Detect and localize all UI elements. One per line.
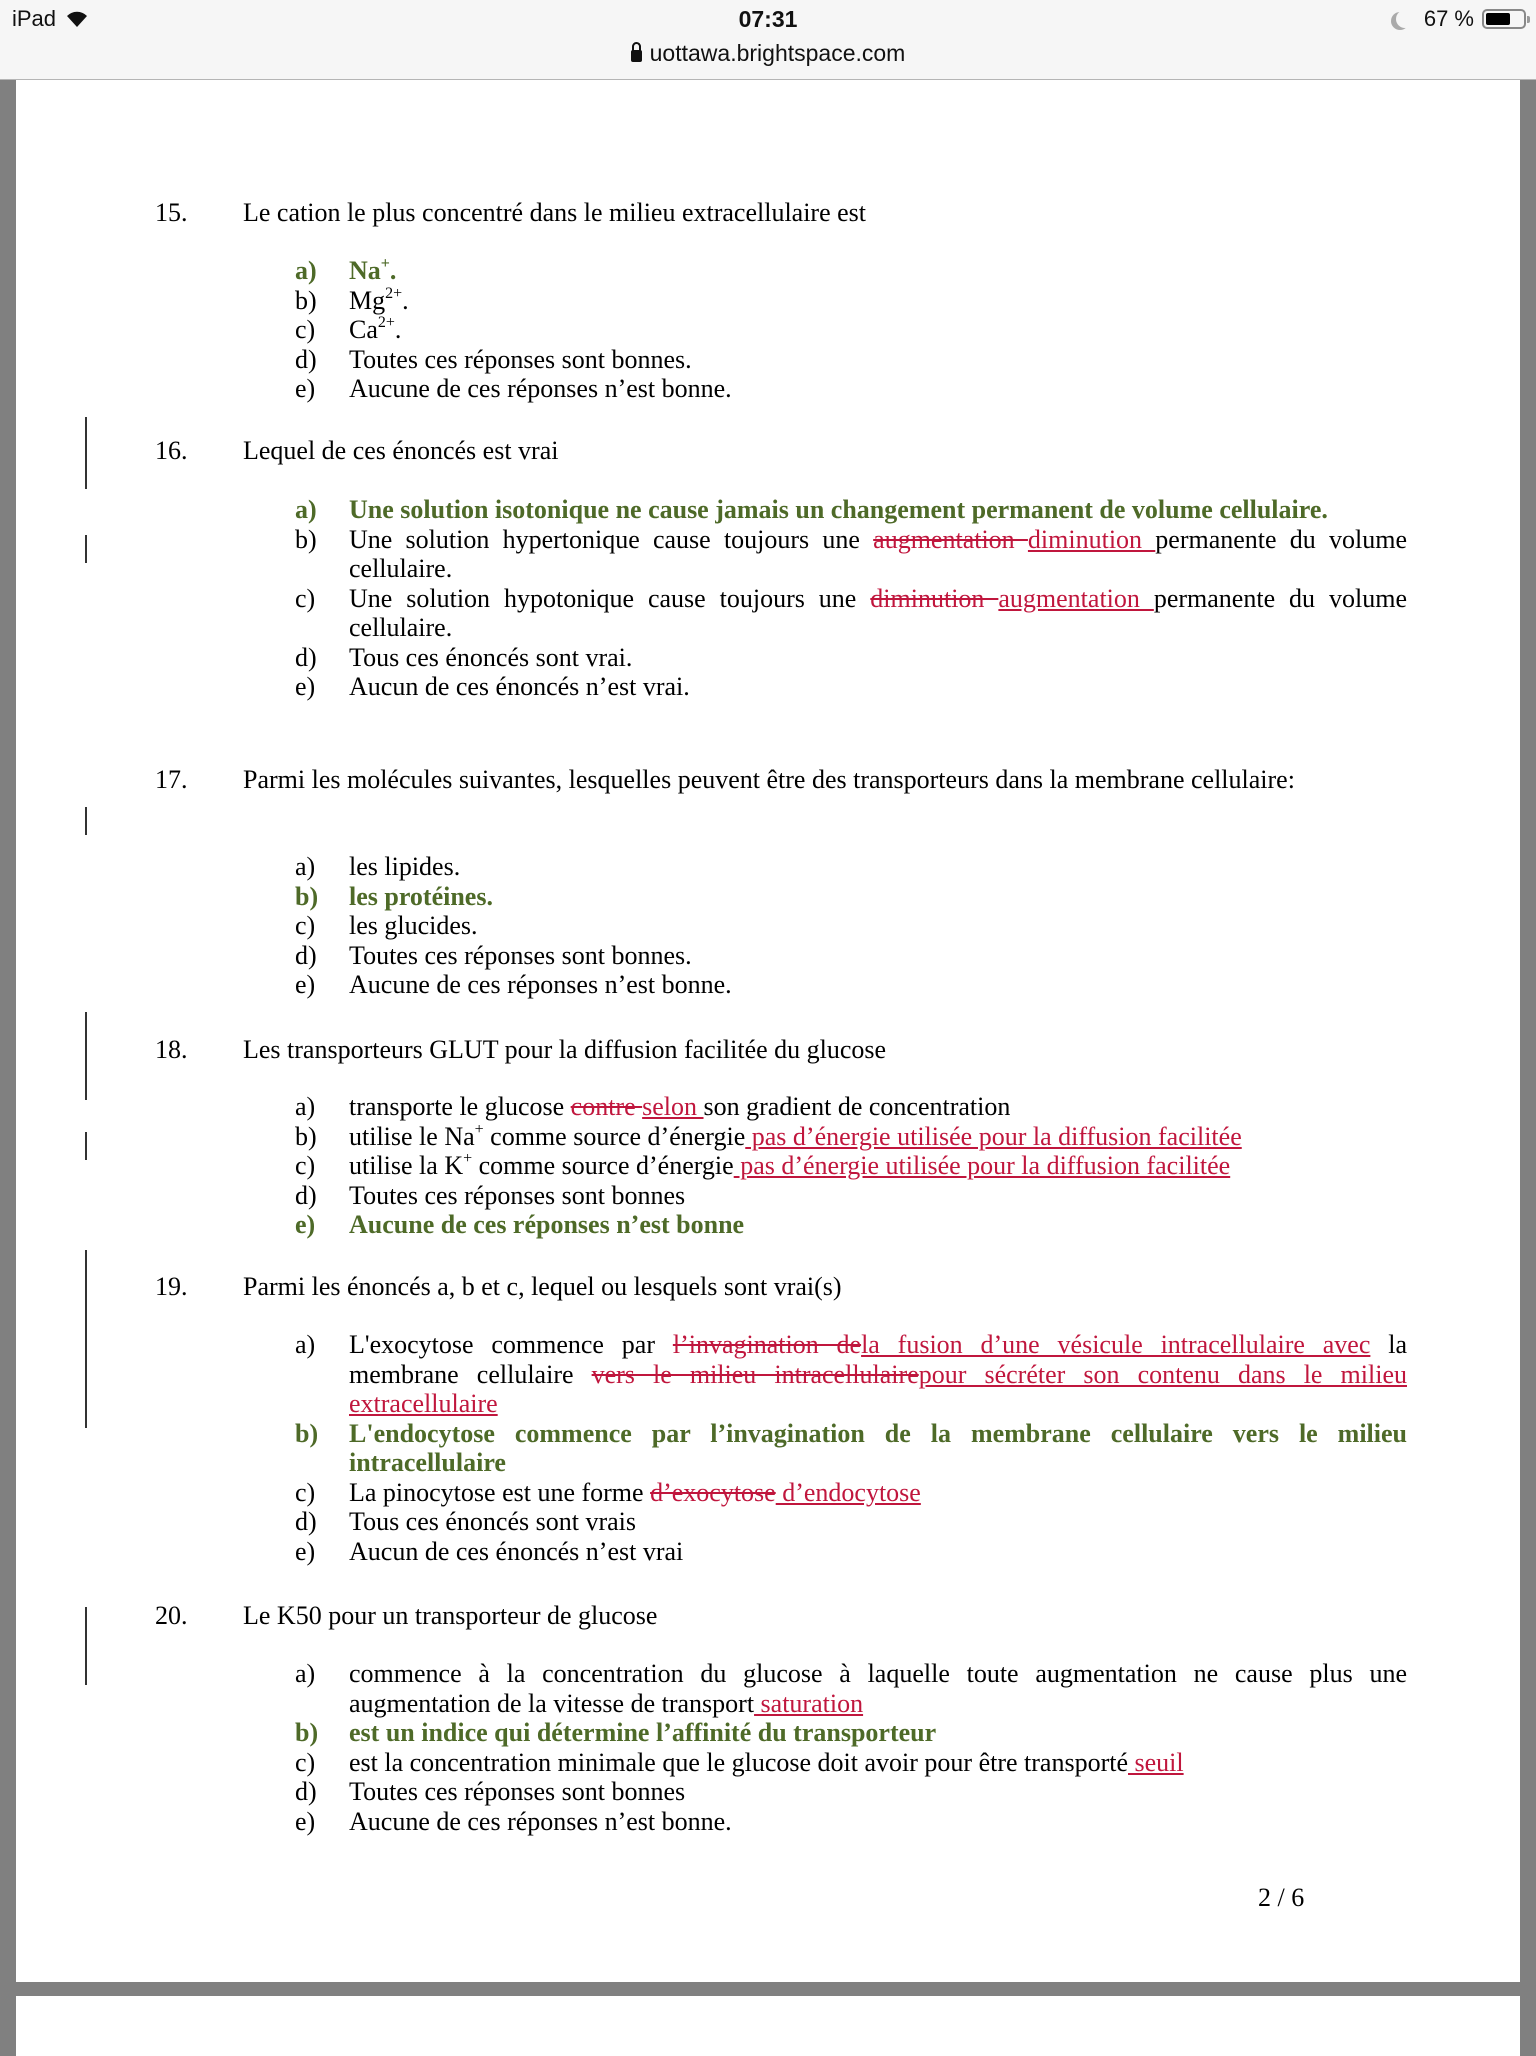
superscript-charge: + bbox=[463, 1150, 473, 1167]
document-page bbox=[16, 80, 1520, 1982]
answer-option bbox=[280, 525, 1407, 584]
option-text: Toutes ces réponses sont bonnes bbox=[349, 1777, 686, 1806]
answer-option bbox=[280, 1478, 1407, 1508]
option-text: les glucides. bbox=[349, 911, 478, 940]
option-text: Une solution isotonique ne cause jamais un changement permanent de volume cellulaire. bbox=[349, 495, 1328, 524]
answer-option bbox=[280, 1507, 1407, 1537]
option-text: les lipides. bbox=[349, 852, 461, 881]
option-label: a) bbox=[295, 1330, 316, 1359]
answer-option bbox=[280, 584, 1407, 643]
option-label: b) bbox=[295, 1718, 319, 1747]
option-label: b) bbox=[295, 1418, 319, 1448]
answer-options bbox=[280, 852, 1407, 1000]
answer-option bbox=[280, 911, 1407, 941]
superscript-charge: + bbox=[380, 255, 390, 272]
option-label: e) bbox=[295, 1536, 316, 1566]
option-text: Toutes ces réponses sont bonnes bbox=[349, 1180, 686, 1210]
option-text: Ca bbox=[349, 315, 378, 344]
battery-icon bbox=[1482, 9, 1526, 29]
answer-option bbox=[280, 345, 1407, 375]
tracked-insertion: pas d’énergie utilisée pour la diffusion facilitée bbox=[733, 1151, 1231, 1180]
do-not-disturb-moon-icon bbox=[1396, 10, 1414, 28]
option-label: b) bbox=[295, 524, 317, 554]
option-text: . bbox=[389, 256, 397, 285]
option-text: Aucune de ces réponses n’est bonne bbox=[349, 1210, 745, 1239]
option-label: c) bbox=[295, 911, 316, 940]
url-text: uottawa.brightspace.com bbox=[649, 40, 906, 66]
option-text: utilise le Na bbox=[349, 1121, 475, 1151]
change-bar bbox=[85, 1132, 87, 1160]
answer-option bbox=[280, 1659, 1407, 1718]
option-label: e) bbox=[295, 1210, 316, 1239]
answer-option bbox=[280, 1122, 1407, 1152]
answer-option bbox=[280, 852, 1407, 882]
option-text: Aucune de ces réponses n’est bonne. bbox=[349, 970, 732, 999]
tracked-insertion: diminution bbox=[1027, 524, 1156, 554]
option-text: Aucune de ces réponses n’est bonne. bbox=[349, 374, 732, 403]
change-bar bbox=[85, 417, 87, 489]
answer-option bbox=[280, 1807, 1407, 1837]
option-label: a) bbox=[295, 1092, 316, 1121]
option-text: permanente du volume cellulaire. bbox=[349, 583, 1407, 642]
answer-option bbox=[280, 1181, 1407, 1211]
option-text: comme source d’énergie bbox=[472, 1151, 734, 1180]
answer-options bbox=[280, 256, 1407, 404]
option-text: utilise la K bbox=[349, 1151, 464, 1180]
superscript-charge: 2+ bbox=[385, 284, 403, 302]
tracked-insertion: selon bbox=[642, 1092, 704, 1121]
change-bar bbox=[85, 1012, 87, 1100]
option-text: Tous ces énoncés sont vrais bbox=[349, 1507, 637, 1536]
option-text: Toutes ces réponses sont bonnes. bbox=[349, 940, 692, 970]
option-label: b) bbox=[295, 1121, 317, 1151]
option-text: Une solution hypotonique cause toujours une bbox=[349, 583, 871, 613]
status-bar bbox=[0, 0, 1536, 80]
answer-options bbox=[280, 1092, 1407, 1240]
option-text: la membrane cellulaire bbox=[349, 1330, 1407, 1389]
option-label: a) bbox=[295, 495, 317, 524]
answer-option bbox=[280, 315, 1407, 345]
option-label: e) bbox=[295, 1806, 316, 1836]
answer-options bbox=[280, 1659, 1407, 1836]
answer-options bbox=[280, 1330, 1407, 1566]
clock: 07:31 bbox=[738, 6, 798, 32]
page-number: 2 / 6 bbox=[1258, 1883, 1305, 1912]
question-stem: Parmi les molécules suivantes, lesquelles peuvent être des transporteurs dans la membrane cellulaire: bbox=[243, 765, 1295, 794]
option-text: Tous ces énoncés sont vrai. bbox=[349, 642, 633, 672]
option-label: d) bbox=[295, 1777, 317, 1806]
question-stem: Les transporteurs GLUT pour la diffusion facilitée du glucose bbox=[243, 1035, 887, 1064]
question-stem: Le cation le plus concentré dans le milieu extracellulaire est bbox=[243, 198, 867, 227]
option-text: commence à la concentration du glucose à laquelle toute augmentation ne cause plus une augmentation de la vitesse de transport bbox=[349, 1659, 1407, 1718]
option-label: e) bbox=[295, 672, 316, 701]
option-text: Na bbox=[349, 256, 381, 285]
battery-level bbox=[1486, 13, 1510, 25]
option-text: L'endocytose commence par l’invagination de la membrane cellulaire vers le milieu intracellulaire bbox=[349, 1418, 1407, 1477]
option-text: son gradient de concentration bbox=[703, 1092, 1011, 1121]
answer-option bbox=[280, 941, 1407, 971]
status-right bbox=[1392, 6, 1526, 32]
battery-percent: 67 % bbox=[1423, 6, 1474, 31]
option-text: permanente du volume cellulaire. bbox=[349, 524, 1407, 583]
answer-option-correct bbox=[280, 495, 1407, 525]
question-number: 19. bbox=[155, 1272, 188, 1301]
answer-option-correct bbox=[280, 882, 1407, 912]
tracked-deletion: l’invagination de bbox=[672, 1330, 862, 1359]
tracked-deletion: diminution bbox=[870, 583, 999, 613]
change-bar bbox=[85, 1250, 87, 1428]
tracked-deletion: augmentation bbox=[873, 524, 1028, 554]
question-number: 18. bbox=[155, 1035, 188, 1064]
option-label: a) bbox=[295, 1659, 316, 1688]
option-text: comme source d’énergie bbox=[483, 1121, 746, 1151]
option-text: est la concentration minimale que le glucose doit avoir pour être transporté bbox=[349, 1747, 1129, 1777]
option-text: Une solution hypertonique cause toujours une bbox=[349, 524, 874, 554]
option-label: a) bbox=[295, 852, 316, 881]
option-label: d) bbox=[295, 1507, 317, 1536]
question-number: 15. bbox=[155, 198, 188, 227]
tracked-insertion: saturation bbox=[754, 1688, 864, 1718]
answer-option bbox=[280, 970, 1407, 1000]
option-label: c) bbox=[295, 1477, 316, 1507]
answer-option bbox=[280, 1748, 1407, 1778]
option-label: c) bbox=[295, 583, 316, 613]
question-stem: Le K50 pour un transporteur de glucose bbox=[243, 1601, 658, 1630]
tracked-insertion: pas d’énergie utilisée pour la diffusion facilitée bbox=[745, 1121, 1242, 1151]
option-label: d) bbox=[295, 642, 317, 672]
option-text: est un indice qui détermine l’affinité du transporteur bbox=[349, 1718, 937, 1747]
option-text: Mg bbox=[349, 285, 386, 315]
answer-options bbox=[280, 495, 1407, 702]
answer-option bbox=[280, 1537, 1407, 1567]
device-name: iPad bbox=[12, 6, 57, 31]
option-label: e) bbox=[295, 374, 316, 403]
superscript-charge: + bbox=[474, 1120, 484, 1138]
question-stem: Parmi les énoncés a, b et c, lequel ou lesquels sont vrai(s) bbox=[243, 1272, 842, 1301]
option-label: c) bbox=[295, 1151, 316, 1180]
option-text: Toutes ces réponses sont bonnes. bbox=[349, 344, 692, 374]
question-number: 16. bbox=[155, 436, 188, 465]
tracked-insertion: pour sécréter son contenu dans le milieu extracellulaire bbox=[349, 1359, 1407, 1418]
next-document-page bbox=[16, 1996, 1520, 2056]
answer-option bbox=[280, 1330, 1407, 1419]
option-label: d) bbox=[295, 940, 317, 970]
answer-option bbox=[280, 286, 1407, 316]
option-label: e) bbox=[295, 970, 316, 999]
answer-option-correct bbox=[280, 1419, 1407, 1478]
option-text: . bbox=[402, 285, 409, 315]
tracked-deletion: vers le milieu intracellulaire bbox=[591, 1359, 919, 1389]
option-label: c) bbox=[295, 315, 316, 344]
option-label: d) bbox=[295, 1180, 317, 1210]
tracked-insertion: seuil bbox=[1128, 1747, 1184, 1777]
answer-option bbox=[280, 1777, 1407, 1807]
change-bar bbox=[85, 807, 87, 835]
answer-option bbox=[280, 643, 1407, 673]
option-label: c) bbox=[295, 1747, 316, 1777]
answer-option bbox=[280, 1092, 1407, 1122]
superscript-charge: 2+ bbox=[377, 314, 395, 331]
option-text: transporte le glucose bbox=[349, 1092, 571, 1121]
tracked-deletion: contre bbox=[570, 1092, 643, 1121]
answer-option bbox=[280, 672, 1407, 702]
question-number: 20. bbox=[155, 1601, 188, 1630]
answer-option bbox=[280, 1151, 1407, 1181]
question-number: 17. bbox=[155, 765, 188, 794]
option-text: . bbox=[394, 315, 402, 344]
tracked-insertion: d’endocytose bbox=[775, 1477, 921, 1507]
tracked-insertion: augmentation bbox=[998, 583, 1154, 613]
option-label: d) bbox=[295, 344, 317, 374]
option-text: La pinocytose est une forme bbox=[349, 1477, 651, 1507]
option-text: Aucune de ces réponses n’est bonne. bbox=[349, 1806, 732, 1836]
option-label: b) bbox=[295, 881, 319, 911]
option-label: a) bbox=[295, 256, 317, 285]
tracked-deletion: d’exocytose bbox=[650, 1477, 776, 1507]
option-text: les protéines. bbox=[349, 881, 493, 911]
answer-option bbox=[280, 374, 1407, 404]
answer-option-correct bbox=[280, 1718, 1407, 1748]
answer-option-correct bbox=[280, 1210, 1407, 1240]
answer-option-correct bbox=[280, 256, 1407, 286]
address-bar[interactable] bbox=[0, 40, 1536, 67]
lock-icon bbox=[631, 50, 642, 62]
change-bar bbox=[85, 1607, 87, 1685]
option-text: Aucun de ces énoncés n’est vrai. bbox=[349, 672, 690, 701]
change-bar bbox=[85, 535, 87, 563]
option-text: L'exocytose commence par bbox=[349, 1330, 673, 1359]
option-text: Aucun de ces énoncés n’est vrai bbox=[349, 1536, 684, 1566]
tracked-insertion: la fusion d’une vésicule intracellulaire avec bbox=[861, 1330, 1371, 1359]
option-label: b) bbox=[295, 285, 317, 315]
question-stem: Lequel de ces énoncés est vrai bbox=[243, 436, 559, 465]
